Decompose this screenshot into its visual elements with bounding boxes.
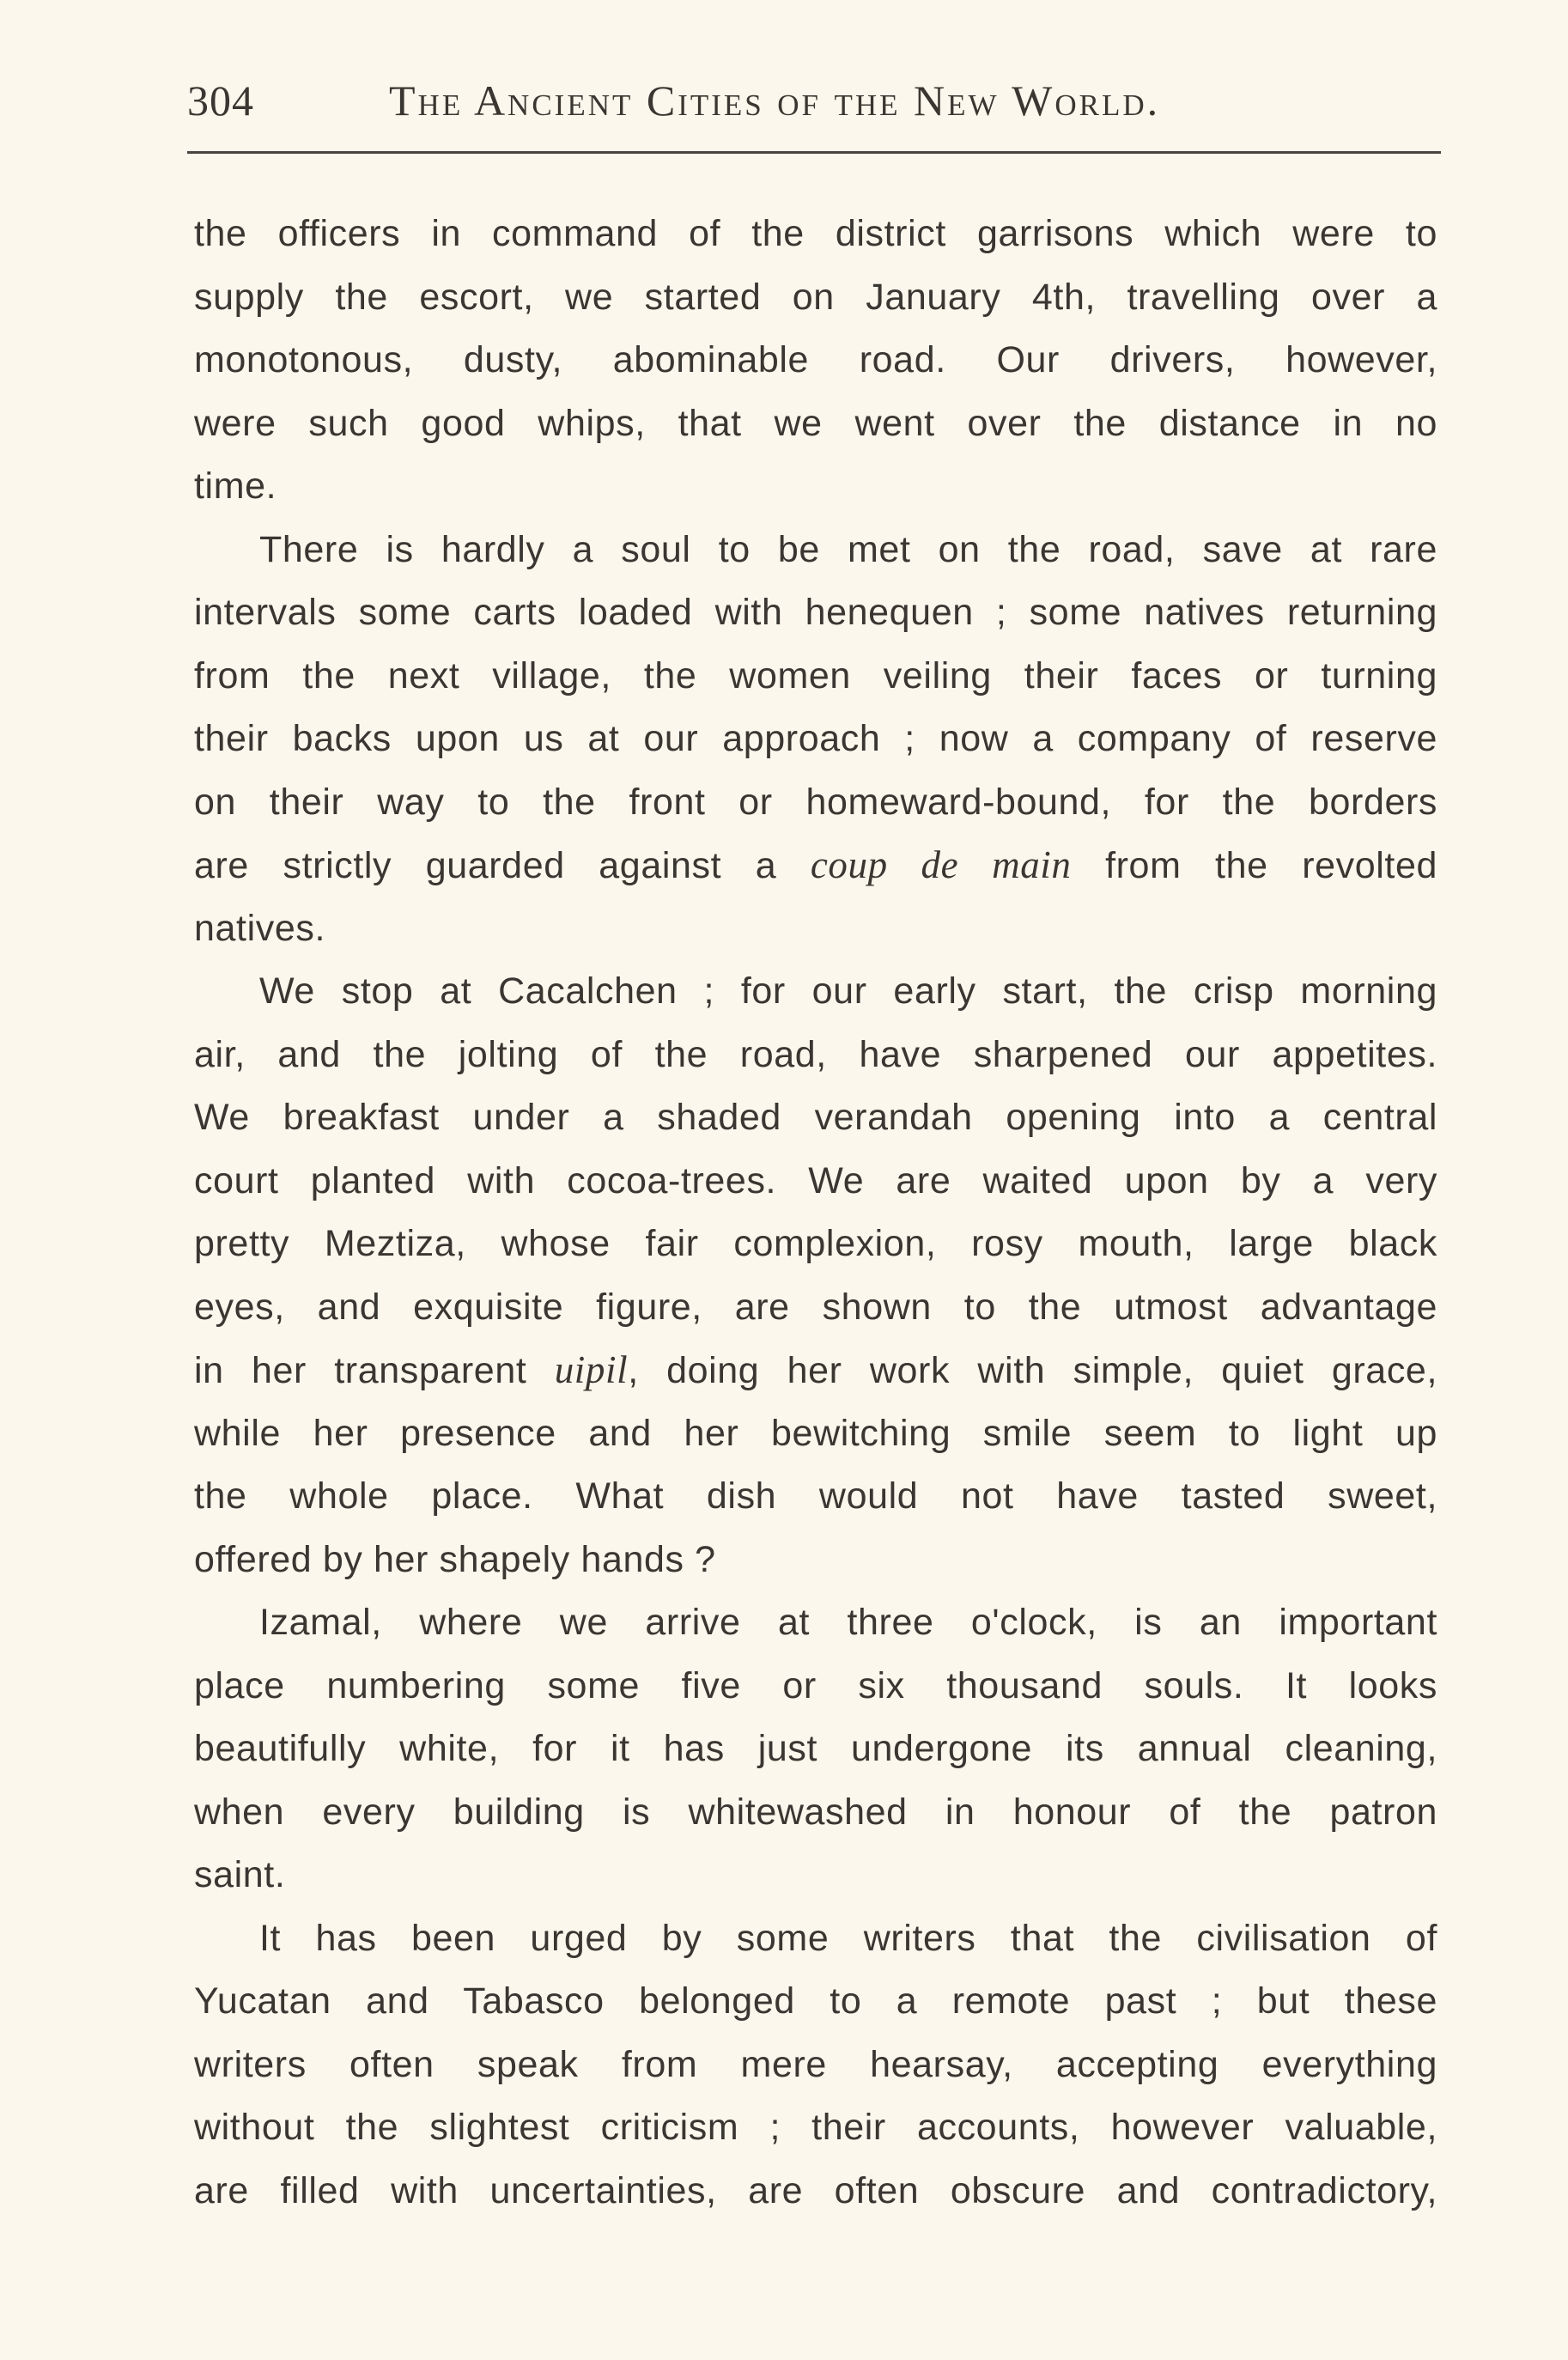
text-line: beautifully white, for it has just undergone its annual cleaning, [194, 1728, 1437, 1769]
text-line: saint. [194, 1854, 286, 1895]
text-line: Yucatan and Tabasco belonged to a remote past ; but these [194, 1980, 1437, 2022]
text-line: from the next village, the women veiling their faces or turning [194, 654, 1437, 696]
text-line: place numbering some five or six thousand souls. It looks [194, 1664, 1437, 1706]
text-line: intervals some carts loaded with henequen ; some natives returning [194, 592, 1437, 633]
text-line: pretty Meztiza, whose fair complexion, rosy mouth, large black [194, 1223, 1437, 1264]
text-line: It has been urged by some writers that the civilisation of [259, 1917, 1437, 1959]
text-line: were such good whips, that we went over the distance in no [194, 402, 1437, 444]
text-line: their backs upon us at our approach ; now a company of reserve [194, 718, 1437, 759]
running-head [187, 76, 1441, 136]
text-line: on their way to the front or homeward-bound, for the borders [194, 781, 1437, 823]
text-line: We stop at Cacalchen ; for our early start, the crisp morning [259, 970, 1437, 1012]
italic-word: uipil [554, 1348, 629, 1391]
text-line: monotonous, dusty, abominable road. Our drivers, however, [194, 339, 1437, 380]
text-line: natives. [194, 907, 325, 949]
running-title: The Ancient Cities of the New World. [389, 76, 1161, 125]
text-line: without the slightest criticism ; their accounts, however valuable, [194, 2107, 1437, 2148]
italic-phrase: coup de main [810, 843, 1072, 886]
text-line: while her presence and her bewitching smile seem to light up [194, 1412, 1437, 1454]
page-number: 304 [187, 76, 254, 125]
text-line: supply the escort, we started on January 4th, travelling over a [194, 276, 1437, 318]
text-line: offered by her shapely hands ? [194, 1538, 716, 1580]
text-line: eyes, and exquisite figure, are shown to the utmost advantage [194, 1286, 1437, 1328]
text-line: air, and the jolting of the road, have sharpened our appetites. [194, 1033, 1437, 1075]
text-line: are filled with uncertainties, are often obscure and contradictory, [194, 2169, 1437, 2211]
text-line: time. [194, 465, 277, 507]
text-line: the whole place. What dish would not have tasted sweet, [194, 1475, 1437, 1517]
text-line: court planted with cocoa-trees. We are waited upon by a very [194, 1159, 1437, 1201]
text-line: the officers in command of the district garrisons which were to [194, 213, 1437, 254]
text-line: when every building is whitewashed in honour of the patron [194, 1791, 1437, 1833]
text-line: in her transparent uipil, doing her work with simple, quiet grace, [194, 1348, 1437, 1391]
text-line: There is hardly a soul to be met on the road, save at rare [259, 528, 1437, 570]
body-text [194, 203, 1437, 2223]
text-line: We breakfast under a shaded verandah opening into a central [194, 1097, 1437, 1138]
text-line: writers often speak from mere hearsay, accepting everything [194, 2043, 1437, 2085]
text-line: Izamal, where we arrive at three o'clock, is an important [259, 1602, 1437, 1643]
header-rule [187, 151, 1441, 154]
text-line: are strictly guarded against a coup de main from the revolted [194, 843, 1437, 886]
